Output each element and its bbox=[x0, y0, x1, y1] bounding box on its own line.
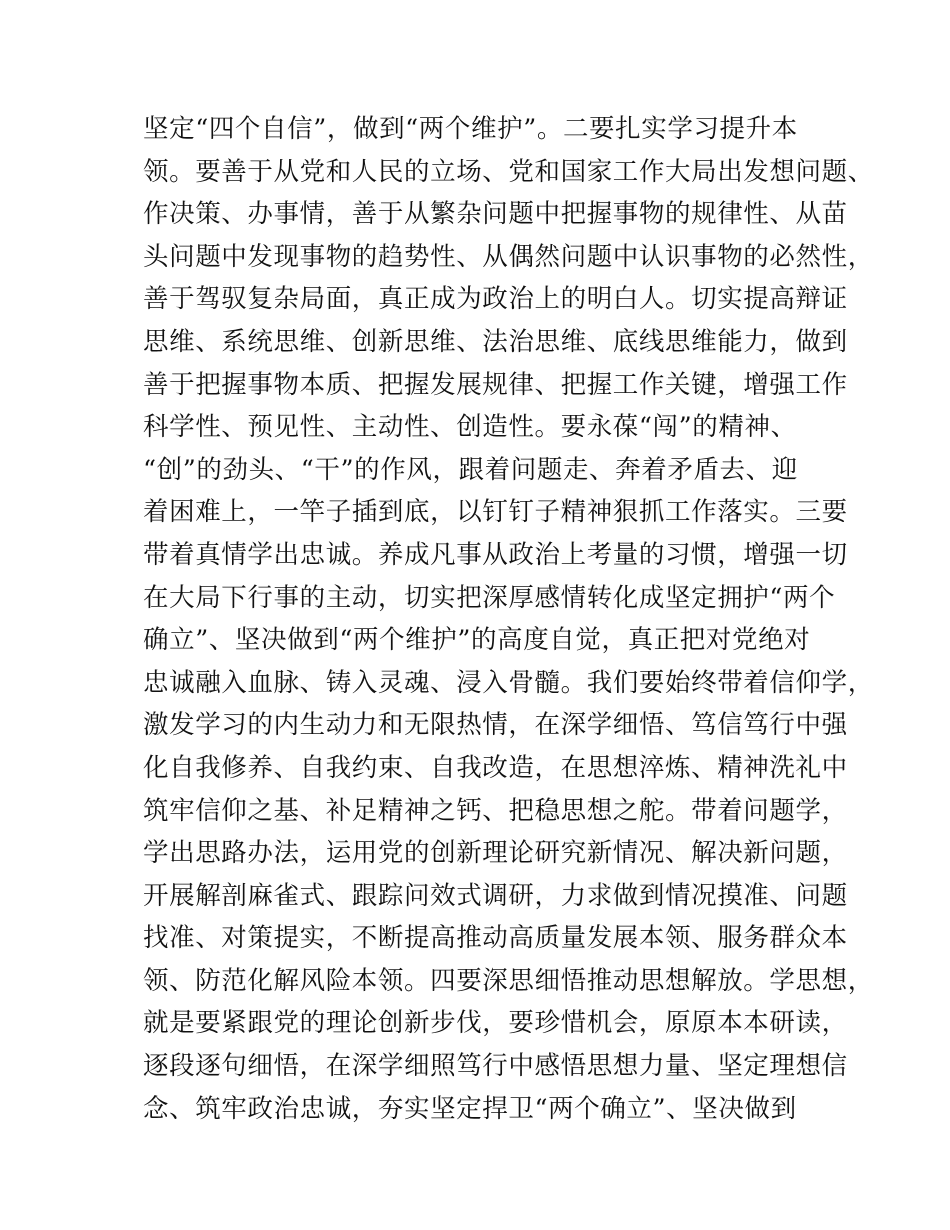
text-line: 化自我修养、自我约束、自我改造，在思想淬炼、精神洗礼中 bbox=[143, 752, 848, 783]
text-line: 就是要紧跟党的理论创新步伐，要珍惜机会，原原本本研读， bbox=[143, 1008, 848, 1039]
text-line: 善于把握事物本质、把握发展规律、把握工作关键，增强工作 bbox=[143, 369, 848, 400]
text-line: 领。要善于从党和人民的立场、党和国家工作大局出发想问题、 bbox=[143, 156, 874, 187]
text-line: 头问题中发现事物的趋势性、从偶然问题中认识事物的必然性， bbox=[143, 241, 874, 272]
text-line: “创”的劲头、“干”的作风，跟着问题走、奔着矛盾去、迎 bbox=[143, 454, 798, 485]
body-text bbox=[143, 108, 874, 1130]
text-line: 善于驾驭复杂局面，真正成为政治上的明白人。切实提高辩证 bbox=[143, 284, 848, 315]
text-line: 带着真情学出忠诚。养成凡事从政治上考量的习惯，增强一切 bbox=[143, 539, 848, 570]
text-line: 学出思路办法，运用党的创新理论研究新情况、解决新问题， bbox=[143, 838, 848, 869]
text-line: 筑牢信仰之基、补足精神之钙、把稳思想之舵。带着问题学， bbox=[143, 795, 848, 826]
text-line: 在大局下行事的主动，切实把深厚感情转化成坚定拥护“两个 bbox=[143, 582, 836, 613]
text-line: 开展解剖麻雀式、跟踪问效式调研，力求做到情况摸准、问题 bbox=[143, 880, 848, 911]
text-line: 逐段逐句细悟，在深学细照笃行中感悟思想力量、坚定理想信 bbox=[143, 1051, 848, 1082]
text-line: 找准、对策提实，不断提高推动高质量发展本领、服务群众本 bbox=[143, 923, 848, 954]
text-line: 作决策、办事情，善于从繁杂问题中把握事物的规律性、从苗 bbox=[143, 199, 848, 230]
text-line: 思维、系统思维、创新思维、法治思维、底线思维能力，做到 bbox=[143, 326, 848, 357]
text-line: 忠诚融入血脉、铸入灵魂、浸入骨髓。我们要始终带着信仰学， bbox=[143, 667, 874, 698]
text-line: 科学性、预见性、主动性、创造性。要永葆“闯”的精神、 bbox=[143, 412, 797, 443]
text-line: 坚定“四个自信”，做到“两个维护”。二要扎实学习提升本 bbox=[143, 114, 798, 144]
text-line: 着困难上，一竿子插到底，以钉钉子精神狠抓工作落实。三要 bbox=[143, 497, 848, 528]
text-line: 念、筑牢政治忠诚，夯实坚定捍卫“两个确立”、坚决做到 bbox=[143, 1093, 797, 1124]
text-line: 领、防范化解风险本领。四要深思细悟推动思想解放。学思想， bbox=[143, 965, 874, 996]
text-line: 激发学习的内生动力和无限热情，在深学细悟、笃信笃行中强 bbox=[143, 710, 848, 741]
text-line: 确立”、坚决做到“两个维护”的高度自觉，真正把对党绝对 bbox=[143, 625, 811, 656]
